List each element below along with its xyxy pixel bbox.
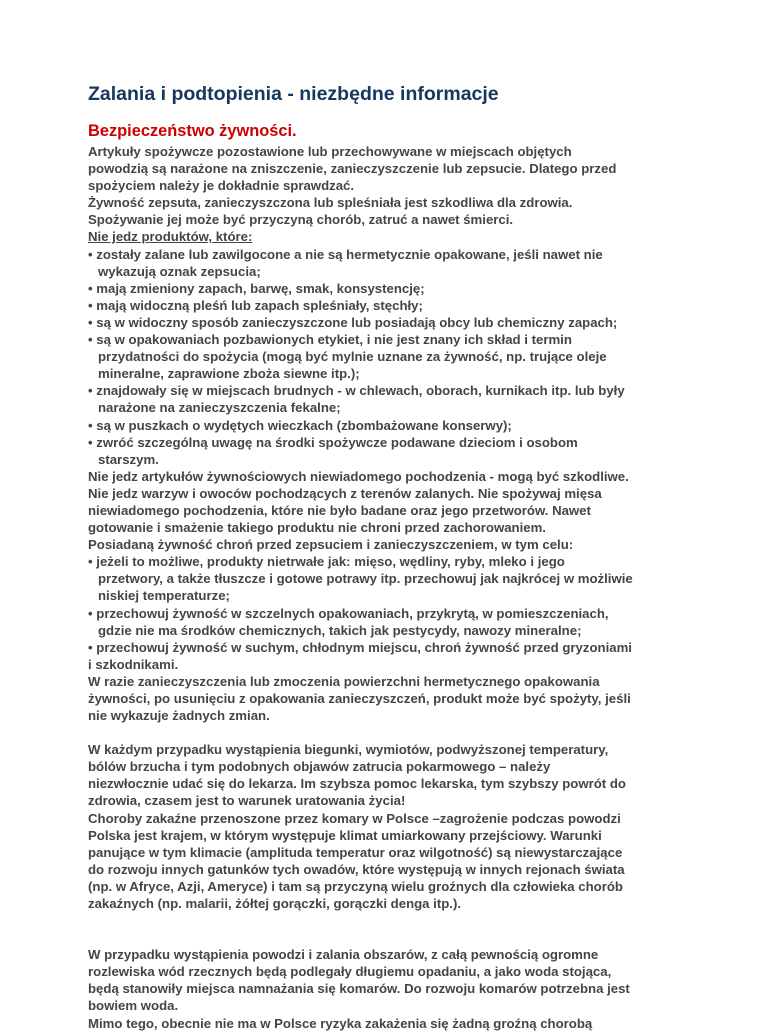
list-item-continuation: narażone na zanieczyszczenia fekalne; [98,400,341,416]
text-line: Nie jedz warzyw i owoców pochodzących z terenów zalanych. Nie spożywaj mięsa [88,485,602,501]
list-item: • przechowuj żywność w szczelnych opakowaniach, przykrytą, w pomieszczeniach, [88,605,609,621]
list-item: • są w widoczny sposób zanieczyszczone lub posiadają obcy lub chemiczny zapach; [88,314,618,330]
list-item: • przechowuj żywność w suchym, chłodnym miejscu, chroń żywność przed gryzoniami [88,639,632,655]
text-line: Choroby zakaźne przenoszone przez komary w Polsce –zagrożenie podczas powodzi [88,810,621,826]
text-line: Polska jest krajem, w którym występuje klimat umiarkowany przejściowy. Warunki [88,827,602,843]
list-item-continuation: starszym. [98,451,159,467]
list-item-continuation: gdzie nie ma środków chemicznych, takich jak pestycydy, nawozy mineralne; [98,622,582,638]
text-line: panujące w tym klimacie (amplituda temperatur oraz wilgotność) są niewystarczające [88,844,623,860]
list-item-continuation: mineralne, zaprawione zboża siewne itp.); [98,366,360,382]
document-title: Zalania i podtopienia - niezbędne informacje [88,83,499,105]
text-line: bowiem woda. [88,998,179,1014]
paragraph-spacer [88,912,728,946]
text-line: nie wykazuje żadnych zmian. [88,708,270,724]
text-line: W przypadku wystąpienia powodzi i zalania obszarów, z całą pewnością ogromne [88,947,599,963]
list-item: • znajdowały się w miejscach brudnych - w chlewach, oborach, kurnikach itp. lub były [88,383,625,399]
text-line: do rozwoju innych gatunków tych owadów, które występują w innych rejonach świata [88,861,625,877]
list-item-continuation: wykazują oznak zepsucia; [98,263,261,279]
text-line: Spożywanie jej może być przyczyną chorób, zatruć a nawet śmierci. [88,212,514,228]
list-item: • mają zmieniony zapach, barwę, smak, konsystencję; [88,280,425,296]
text-line: gotowanie i smażenie takiego produktu nie chroni przed zachorowaniem. [88,520,546,536]
text-line: Nie jedz artykułów żywnościowych niewiadomego pochodzenia - mogą być szkodliwe. [88,468,629,484]
text-line: Żywność zepsuta, zanieczyszczona lub spleśniała jest szkodliwa dla zdrowia. [88,195,573,211]
text-line: zakaźnych (np. malarii, żółtej gorączki, gorączki denga itp.). [88,896,462,912]
list-item-continuation: przydatności do spożycia (mogą być mylnie uznane za żywność, np. trujące oleje [98,349,607,365]
text-line: żywności, po usunięciu z opakowania zanieczyszczeń, produkt może być spożyty, jeśli [88,691,631,706]
text-line: rozlewiska wód rzecznych będą podlegały długiemu opadaniu, a jako woda stojąca, [88,964,612,980]
list-item: • mają widoczną pleśń lub zapach spleśniały, stęchły; [88,297,423,313]
text-line: Artykuły spożywcze pozostawione lub przechowywane w miejscach objętych [88,144,572,159]
list-heading: Nie jedz produktów, które: [88,229,253,245]
section-title-food-safety: Bezpieczeństwo żywności. [88,122,297,140]
text-line: zdrowia, czasem jest to warunek uratowania życia! [88,793,406,809]
list-item: • są w opakowaniach pozbawionych etykiet, i nie jest znany ich skład i termin [88,332,572,348]
text-line: będą stanowiły miejsca namnażania się komarów. Do rozwoju komarów potrzebna jest [88,981,630,997]
paragraph-spacer [88,724,728,741]
text-line: spożyciem należy je dokładnie sprawdzać. [88,178,355,194]
text-line: W każdym przypadku wystąpienia biegunki, wymiotów, podwyższonej temperatury, [88,742,609,758]
text-line: bólów brzucha i tym podobnych objawów zatrucia pokarmowego – należy [88,759,551,775]
text-line: niewiadomego pochodzenia, które nie było badane oraz jego przetworów. Nawet [88,502,591,518]
list-item: • są w puszkach o wydętych wieczkach (zbombażowane konserwy); [88,417,512,433]
list-item: • zostały zalane lub zawilgocone a nie są hermetycznie opakowane, jeśli nawet nie [88,246,603,262]
list-item: • jeżeli to możliwe, produkty nietrwałe jak: mięso, wędliny, ryby, mleko i jego [88,554,565,570]
list-item-continuation: przetwory, a także tłuszcze i gotowe potrawy itp. przechowuj jak najkrócej w możliwie [98,571,633,587]
text-line: W razie zanieczyszczenia lub zmoczenia powierzchni hermetycznego opakowania [88,673,600,689]
text-line: niezwłocznie udać się do lekarza. Im szybsza pomoc lekarska, tym szybszy powrót do [88,776,626,792]
document-body [88,143,728,1032]
text-line: Mimo tego, obecnie nie ma w Polsce ryzyka zakażenia się żadną groźną chorobą [88,1015,593,1031]
list-item: • zwróć szczególną uwagę na środki spożywcze podawane dzieciom i osobom [88,434,578,450]
list-item-continuation: niskiej temperaturze; [98,588,230,604]
text-line: (np. w Afryce, Azji, Ameryce) i tam są przyczyną wielu groźnych dla człowieka chorób [88,878,623,894]
text-line: powodzią są narażone na zniszczenie, zanieczyszczenie lub zepsucie. Dlatego przed [88,161,617,177]
list-item-continuation: i szkodnikami. [88,656,179,672]
text-line: Posiadaną żywność chroń przed zepsuciem i zanieczyszczeniem, w tym celu: [88,537,574,553]
